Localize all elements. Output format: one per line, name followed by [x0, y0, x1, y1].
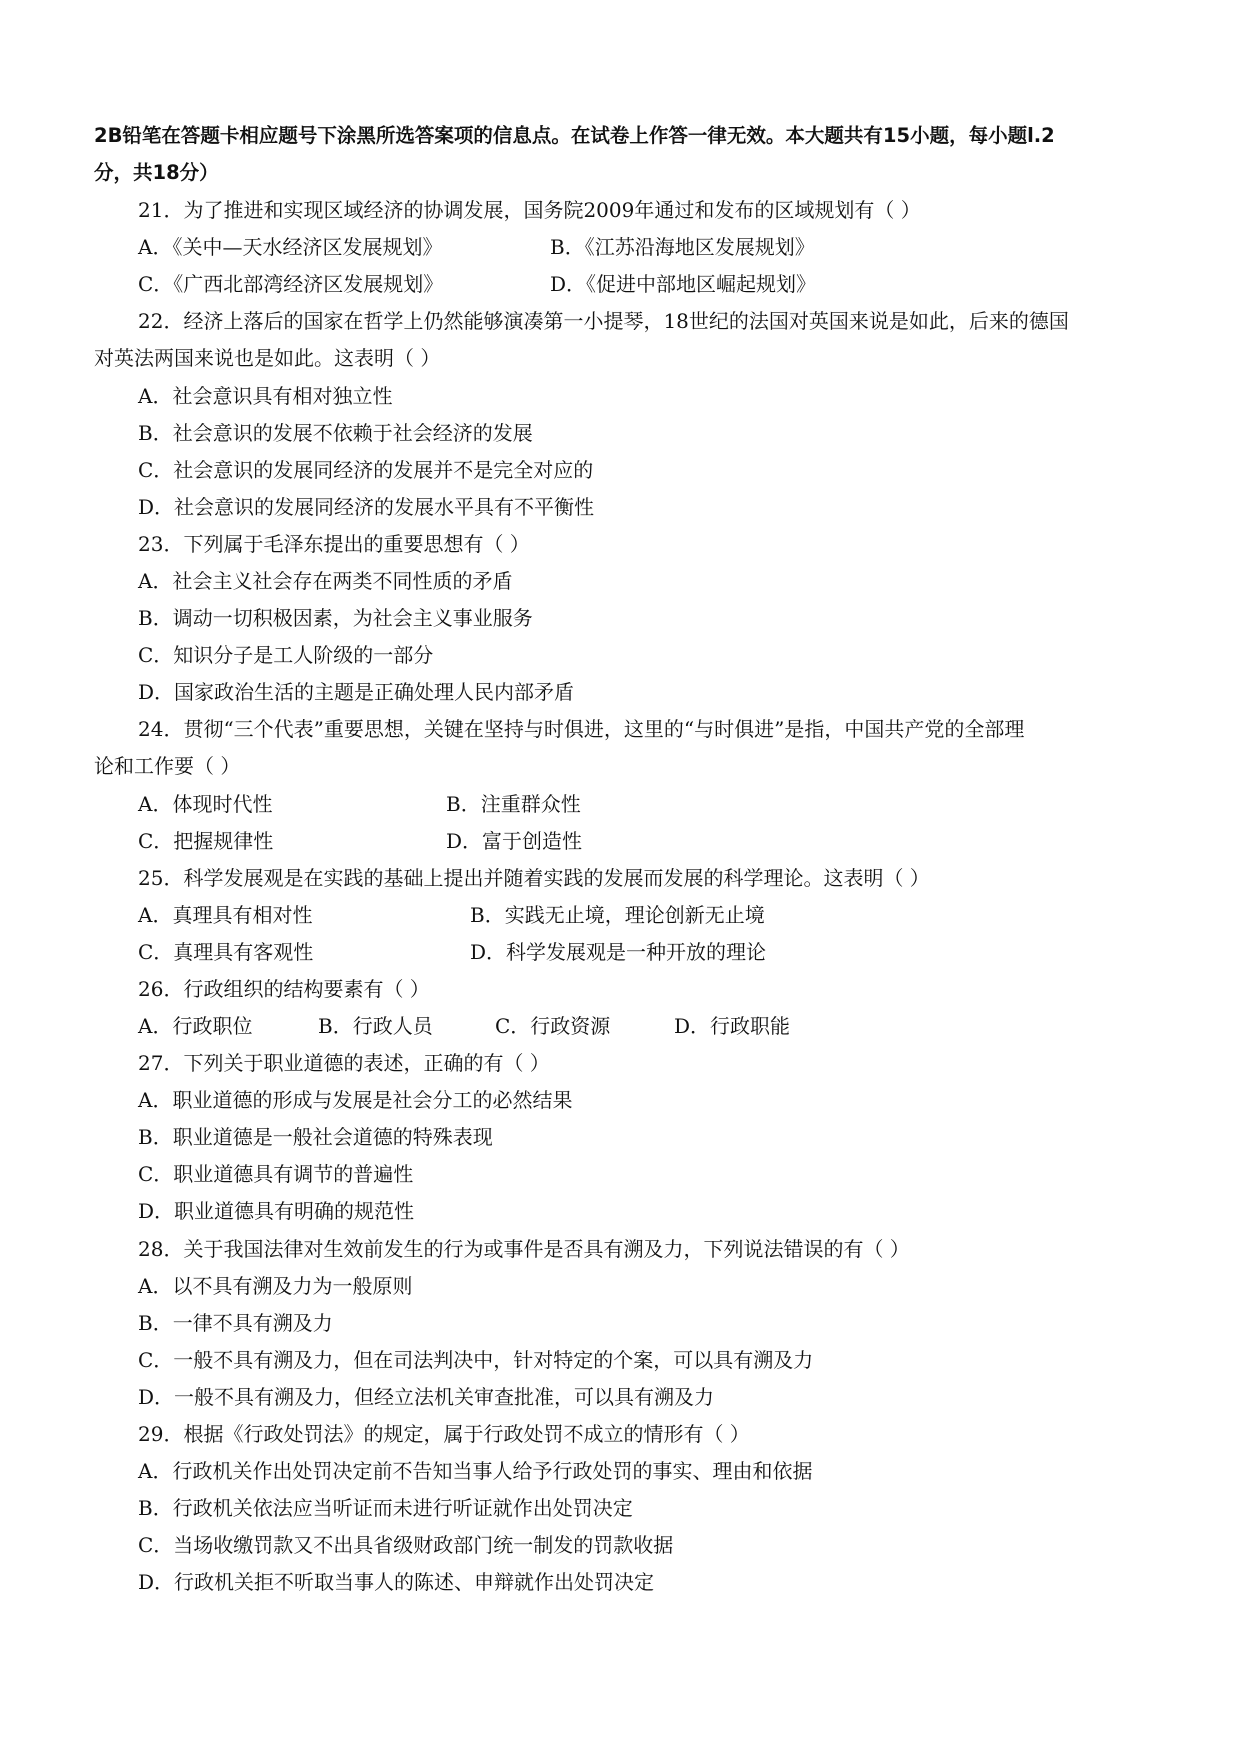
question-27-option-b: B．职业道德是一般社会道德的特殊表现 [138, 1125, 493, 1149]
question-28-option-b: B．一律不具有溯及力 [138, 1311, 333, 1335]
question-27-option-a: A．职业道德的形成与发展是社会分工的必然结果 [138, 1088, 573, 1112]
question-24-option-d: D．富于创造性 [446, 829, 583, 853]
question-28-stem: 28．关于我国法律对生效前发生的行为或事件是否具有溯及力，下列说法错误的有（ ） [138, 1237, 910, 1261]
question-24-stem-line-1: 24．贯彻“三个代表”重要思想，关键在坚持与时俱进，这里的“与时俱进”是指，中国共产党的全部理 [138, 717, 1025, 741]
question-29-stem: 29．根据《行政处罚法》的规定，属于行政处罚不成立的情形有（ ） [138, 1422, 750, 1446]
question-22-stem-line-2: 对英法两国来说也是如此。这表明（ ） [94, 346, 441, 370]
question-21-option-c: C．《广西北部湾经济区发展规划》 [138, 272, 444, 296]
question-29-option-b: B．行政机关依法应当听证而未进行听证就作出处罚决定 [138, 1496, 633, 1520]
question-26-option-b: B．行政人员 [318, 1014, 433, 1038]
question-21-option-d: D．《促进中部地区崛起规划》 [550, 272, 817, 296]
question-24-option-a: A．体现时代性 [138, 792, 273, 816]
question-28-option-d: D．一般不具有溯及力，但经立法机关审查批准，可以具有溯及力 [138, 1385, 715, 1409]
question-24-option-b: B．注重群众性 [446, 792, 581, 816]
question-22-stem-line-1: 22．经济上落后的国家在哲学上仍然能够演凑第一小提琴，18世纪的法国对英国来说是如此，后来的德国 [138, 309, 1069, 333]
question-28-option-a: A．以不具有溯及力为一般原则 [138, 1274, 413, 1298]
question-24-option-c: C．把握规律性 [138, 829, 274, 853]
question-21-option-b: B．《江苏沿海地区发展规划》 [550, 235, 815, 259]
question-25-option-b: B．实践无止境，理论创新无止境 [470, 903, 765, 927]
question-29-option-d: D．行政机关拒不听取当事人的陈述、申辩就作出处罚决定 [138, 1570, 655, 1594]
question-29-option-c: C．当场收缴罚款又不出具省级财政部门统一制发的罚款收据 [138, 1533, 674, 1557]
question-27-option-c: C．职业道德具有调节的普遍性 [138, 1162, 414, 1186]
question-22-option-a: A．社会意识具有相对独立性 [138, 384, 393, 408]
question-22-option-d: D．社会意识的发展同经济的发展水平具有不平衡性 [138, 495, 595, 519]
question-22-option-c: C．社会意识的发展同经济的发展并不是完全对应的 [138, 458, 594, 482]
question-26-option-c: C．行政资源 [495, 1014, 611, 1038]
question-21-option-a: A．《关中—天水经济区发展规划》 [138, 235, 443, 259]
question-23-option-b: B．调动一切积极因素，为社会主义事业服务 [138, 606, 533, 630]
question-27-option-d: D．职业道德具有明确的规范性 [138, 1199, 415, 1223]
question-26-option-a: A．行政职位 [138, 1014, 253, 1038]
question-25-option-d: D．科学发展观是一种开放的理论 [470, 940, 767, 964]
instructions-line-1: 2B铅笔在答题卡相应题号下涂黑所选答案项的信息点。在试卷上作答一律无效。本大题共有15小题，每小题l.2 [94, 124, 1055, 147]
instructions-line-2: 分，共18分） [94, 161, 219, 184]
question-23-option-a: A．社会主义社会存在两类不同性质的矛盾 [138, 569, 513, 593]
question-24-stem-line-2: 论和工作要（ ） [94, 754, 241, 778]
question-26-stem: 26．行政组织的结构要素有（ ） [138, 977, 430, 1001]
question-21-stem: 21．为了推进和实现区域经济的协调发展，国务院2009年通过和发布的区域规划有（ ） [138, 198, 921, 222]
question-23-option-c: C．知识分子是工人阶级的一部分 [138, 643, 434, 667]
question-23-stem: 23．下列属于毛泽东提出的重要思想有（ ） [138, 532, 530, 556]
question-28-option-c: C．一般不具有溯及力，但在司法判决中，针对特定的个案，可以具有溯及力 [138, 1348, 814, 1372]
question-29-option-a: A．行政机关作出处罚决定前不告知当事人给予行政处罚的事实、理由和依据 [138, 1459, 813, 1483]
question-27-stem: 27．下列关于职业道德的表述，正确的有（ ） [138, 1051, 550, 1075]
question-26-option-d: D．行政职能 [674, 1014, 791, 1038]
question-22-option-b: B．社会意识的发展不依赖于社会经济的发展 [138, 421, 533, 445]
question-25-option-a: A．真理具有相对性 [138, 903, 313, 927]
question-25-stem: 25．科学发展观是在实践的基础上提出并随着实践的发展而发展的科学理论。这表明（ ） [138, 866, 930, 890]
question-25-option-c: C．真理具有客观性 [138, 940, 314, 964]
question-23-option-d: D．国家政治生活的主题是正确处理人民内部矛盾 [138, 680, 575, 704]
